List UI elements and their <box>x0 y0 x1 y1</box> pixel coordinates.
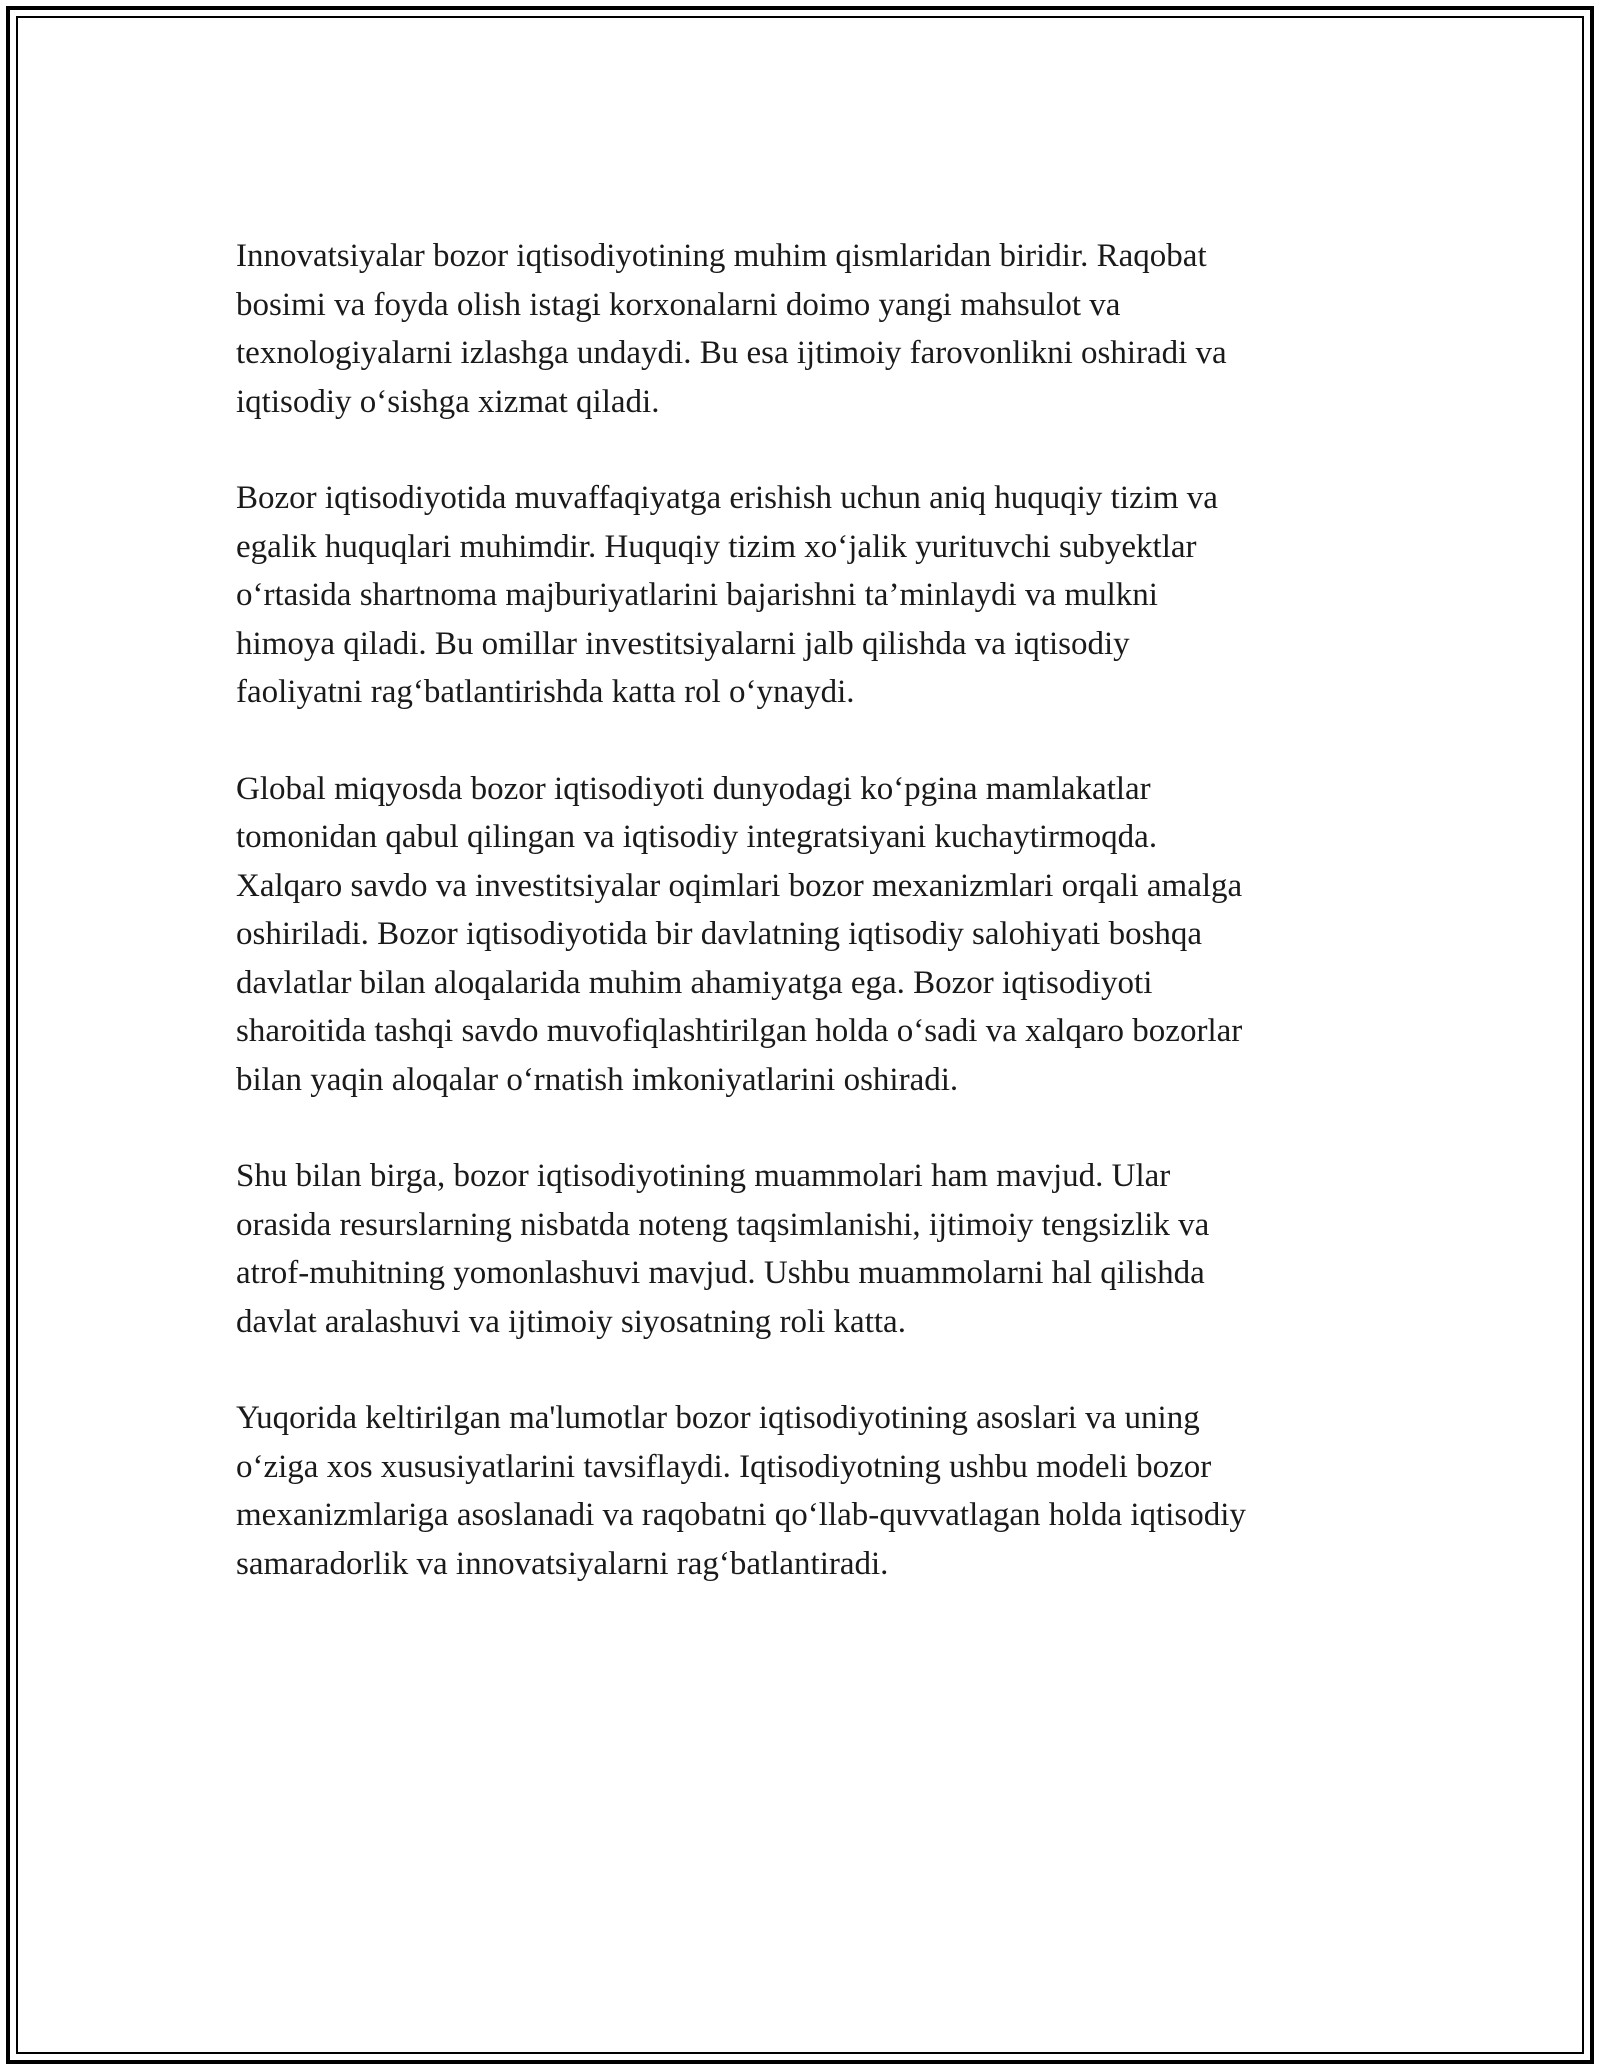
text-line: orasida resurslarning nisbatda noteng taqsimlanishi, ijtimoiy tengsizlik va <box>236 1206 1210 1243</box>
paragraph-1 <box>236 232 1366 426</box>
text-line: o‘rtasida shartnoma majburiyatlarini bajarishni ta’minlaydi va mulkni <box>236 577 1158 613</box>
text-line: Yuqorida keltirilgan ma'lumotlar bozor iqtisodiyotining asoslari va uning <box>236 1400 1200 1436</box>
paragraph-5 <box>236 1394 1366 1588</box>
text-line: samaradorlik va innovatsiyalarni rag‘batlantiradi. <box>236 1545 889 1582</box>
paragraph-4 <box>236 1152 1366 1346</box>
text-line: himoya qiladi. Bu omillar investitsiyalarni jalb qilishda va iqtisodiy <box>236 625 1130 662</box>
text-line: Bozor iqtisodiyotida muvaffaqiyatga erishish uchun aniq huquqiy tizim va <box>236 480 1218 516</box>
text-line: davlat aralashuvi va ijtimoiy siyosatning roli katta. <box>236 1303 906 1340</box>
text-line: Xalqaro savdo va investitsiyalar oqimlari bozor mexanizmlari orqali amalga <box>236 867 1243 904</box>
document-body <box>236 232 1366 1636</box>
paragraph-3 <box>236 765 1366 1105</box>
text-line: Innovatsiyalar bozor iqtisodiyotining muhim qismlaridan biridir. Raqobat <box>236 238 1207 274</box>
text-line: atrof-muhitning yomonlashuvi mavjud. Ushbu muammolarni hal qilishda <box>236 1255 1205 1291</box>
text-line: iqtisodiy o‘sishga xizmat qiladi. <box>236 383 660 420</box>
text-line: o‘ziga xos xususiyatlarini tavsiflaydi. Iqtisodiyotning ushbu modeli bozor <box>236 1448 1212 1485</box>
text-line: davlatlar bilan aloqalarida muhim ahamiyatga ega. Bozor iqtisodiyoti <box>236 964 1153 1001</box>
text-line: tomonidan qabul qilingan va iqtisodiy integratsiyani kuchaytirmoqda. <box>236 819 1158 855</box>
text-line: oshiriladi. Bozor iqtisodiyotida bir davlatning iqtisodiy salohiyati boshqa <box>236 916 1203 952</box>
paragraph-2 <box>236 474 1366 717</box>
text-line: bilan yaqin aloqalar o‘rnatish imkoniyatlarini oshiradi. <box>236 1061 959 1098</box>
text-line: Global miqyosda bozor iqtisodiyoti dunyodagi ko‘pgina mamlakatlar <box>236 770 1151 807</box>
text-line: egalik huquqlari muhimdir. Huquqiy tizim xo‘jalik yurituvchi subyektlar <box>236 528 1197 565</box>
text-line: mexanizmlariga asoslanadi va raqobatni qo‘llab-quvvatlagan holda iqtisodiy <box>236 1497 1246 1533</box>
text-line: sharoitida tashqi savdo muvofiqlashtirilgan holda o‘sadi va xalqaro bozorlar <box>236 1013 1243 1049</box>
text-line: faoliyatni rag‘batlantirishda katta rol o‘ynaydi. <box>236 674 855 710</box>
text-line: texnologiyalarni izlashga undaydi. Bu esa ijtimoiy farovonlikni oshiradi va <box>236 335 1227 371</box>
text-line: Shu bilan birga, bozor iqtisodiyotining muammolari ham mavjud. Ular <box>236 1158 1171 1194</box>
text-line: bosimi va foyda olish istagi korxonalarni doimo yangi mahsulot va <box>236 286 1121 323</box>
